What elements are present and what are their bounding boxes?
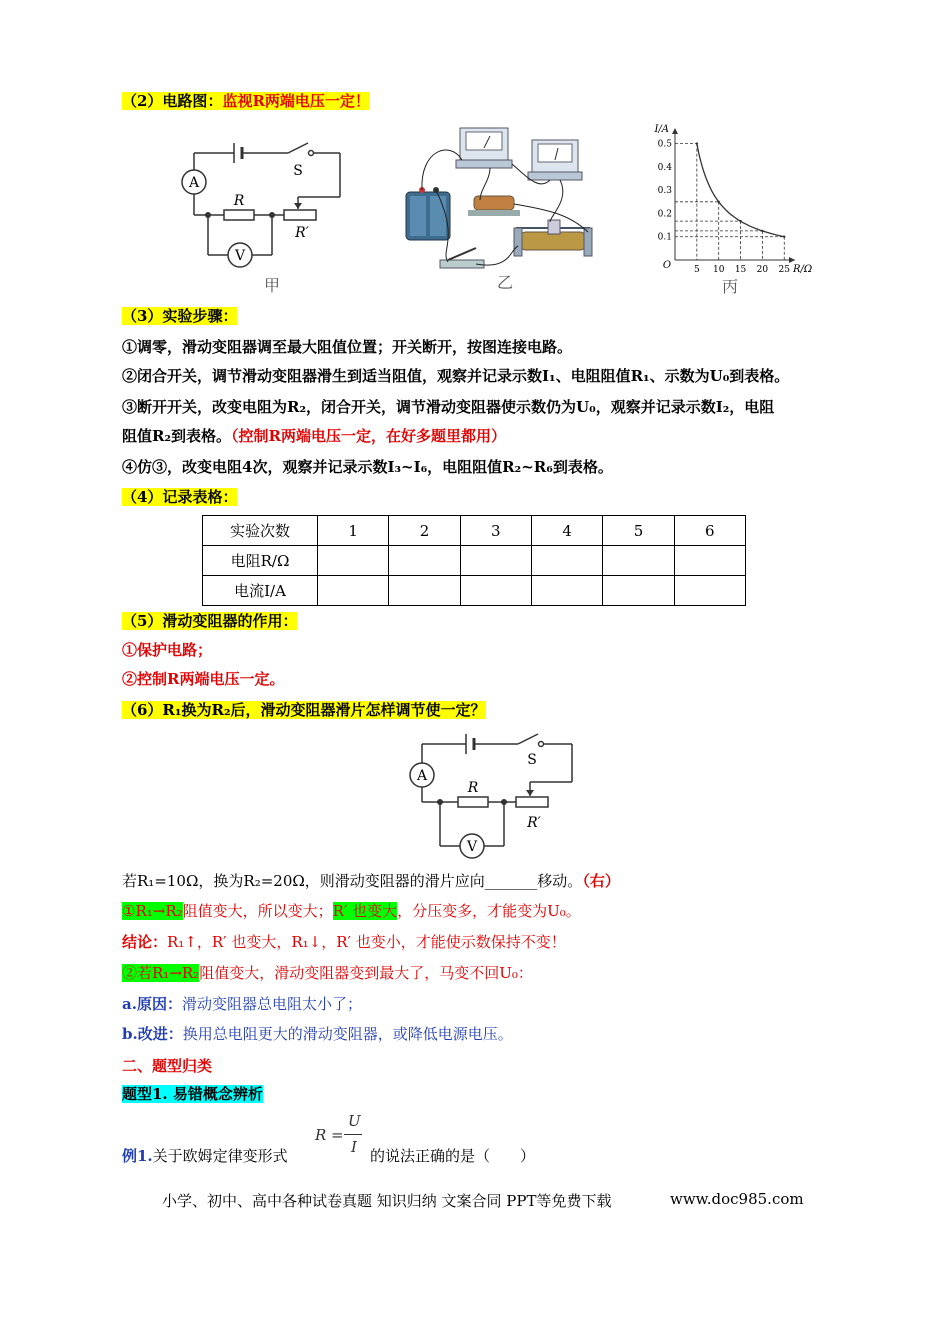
graph-y-tick-label: 0.4 [657,162,672,173]
graph-x-tick-label: 5 [693,265,700,275]
table-cell [674,546,745,576]
formula-lhs: R = [315,1126,344,1144]
resistor-device-icon [468,196,520,216]
battery-icon [406,187,450,240]
section5-heading [122,610,297,632]
table-header-row [203,516,746,546]
ir-graph-bing [654,120,813,298]
rheostat-label-2: R′ [527,815,541,831]
formula-numerator: U [348,1112,361,1130]
section2-heading [122,90,370,112]
step3-line2 [122,425,506,447]
table-cell [389,546,460,576]
explain1-text2: ，分压变多，才能变为U₀。 [397,902,581,920]
conclusion-text: R₁↑，R′ 也变大，R₁↓，R′ 也变小，才能使示数保持不变！ [167,933,566,951]
table-cell [318,576,389,606]
table-header-cell: 3 [460,516,531,546]
section2-note: 监视R两端电压一定！ [222,92,370,110]
circuit-diagram-jia [180,125,360,295]
graph-x-tick-label: 10 [712,265,725,275]
table-cell [389,576,460,606]
apparatus-illustration-yi [400,120,610,295]
example1-label: 例1. [122,1147,153,1165]
example1-text1: 关于欧姆定律变形式 [152,1147,288,1165]
switch-label-2: S [527,752,537,768]
explain2-highlight1: ②若 [122,964,153,982]
table-cell [531,546,602,576]
table-header-cell: 1 [318,516,389,546]
table-header-cell: 5 [603,516,674,546]
caption-jia: 甲 [263,276,281,295]
table-cell [603,576,674,606]
graph-x-tick-label: 20 [756,265,769,275]
ammeter-device-icon [456,128,512,168]
switch-label: S [293,163,303,179]
step3-text-a: ③断开开关，改变电阻为R₂，闭合开关，调节滑动变阻器使示数仍为U₀，观察并记录示数I₂，电阻 [122,398,775,416]
table-header-cell: 6 [674,516,745,546]
circuit-diagram-2 [400,728,580,863]
graph-origin: O [662,260,672,271]
improve-label: b.改进： [122,1025,183,1043]
graph-x-tick-label: 15 [734,265,747,275]
example1-line [122,1145,288,1167]
section5-item2: ②控制R两端电压一定。 [122,670,285,688]
improve-line [122,1023,513,1045]
section4-heading [122,486,237,508]
graph-x-tick-label: 25 [778,265,790,275]
rheostat-label: R′ [295,225,309,241]
question-answer: （右） [582,872,620,890]
section5-label: （5）滑动变阻器的作用： [122,612,298,630]
step3-note: （控制R两端电压一定，在好多题里都用） [231,427,507,445]
graph-x-label: R/Ω [793,264,813,275]
step4-text: ④仿③，改变电阻4次，观察并记录示数I₃~I₆，电阻阻值R₂~R₆到表格。 [122,458,613,476]
explain1-line [122,900,581,922]
reason-label: a.原因： [122,995,182,1013]
explain1-text1: 阻值变大，所以变大； [182,902,333,920]
graph-y-tick-label: 0.3 [657,186,672,197]
example1-text2: 的说法正确的是（ ） [370,1147,536,1165]
explain2-highlight2: R₁→R₂ [152,964,200,982]
caption-bing: 丙 [721,277,739,296]
section4-label: （4）记录表格： [122,488,238,506]
table-header-cell: 4 [531,516,602,546]
explain1-highlight1: ①R₁→R₂ [122,902,183,920]
step2-text: ②闭合开关，调节滑动变阻器滑生到适当阻值，观察并记录示数I₁、电阻阻值R₁、示数为U₀到表格。 [122,367,790,385]
section3-heading [122,305,237,327]
explain2-text: 阻值变大，滑动变阻器变到最大了，马变不回U₀： [199,964,533,982]
table-header-cell: 实验次数 [203,516,318,546]
reason-text: 滑动变阻器总电阻太小了； [181,995,362,1013]
ammeter-label: A [188,175,200,191]
type1-heading [122,1083,263,1105]
resistor-label: R [233,193,245,209]
type1-title: 题型1. 易错概念辨析 [122,1085,263,1103]
table-row [203,576,746,606]
question-text: 若R₁=10Ω，换为R₂=20Ω，则滑动变阻器的滑片应向_______移动。 [122,872,583,890]
table-cell [318,546,389,576]
section6-label: （6）R₁换为R₂后，滑动变阻器滑片怎样调节使一定？ [122,701,486,719]
section3-label: （3）实验步骤： [122,307,238,325]
improve-text: 换用总电阻更大的滑动变阻器，或降低电源电压。 [182,1025,513,1043]
resistor-label-2: R [467,780,479,796]
section6-heading [122,699,486,721]
table-cell [531,576,602,606]
footer-url[interactable]: www.doc985.com [670,1190,804,1208]
row-label-current: 电流I/A [203,576,318,606]
explain2-line [122,962,533,984]
formula-bar [344,1134,362,1135]
row-label-resistance: 电阻R/Ω [203,546,318,576]
conclusion-line [122,931,566,953]
graph-y-tick-label: 0.5 [657,139,672,150]
reason-line [122,993,362,1015]
ammeter-label-2: A [416,768,428,784]
question-line [122,870,620,892]
conclusion-label: 结论： [122,933,168,951]
y-axis-arrow-icon [672,128,678,134]
record-table [202,515,746,606]
voltmeter-label-2: V [466,839,478,855]
table-cell [674,576,745,606]
explain1-highlight2: R′ 也变大 [332,902,398,920]
formula-denominator: I [351,1138,357,1156]
table-cell [460,546,531,576]
graph-y-tick-label: 0.1 [657,232,672,243]
step1-text: ①调零，滑动变阻器调至最大阻值位置；开关断开，按图连接电路。 [122,338,573,356]
voltmeter-label: V [234,248,246,264]
graph-y-tick-label: 0.2 [657,209,672,220]
graph-y-label: I/A [654,124,669,135]
voltmeter-device-icon [528,140,582,180]
table-cell [603,546,674,576]
footer-text: 小学、初中、高中各种试卷真题 知识归纳 文案合同 PPT等免费下载 [162,1192,612,1210]
step3-text-b: 阻值R₂到表格。 [122,427,232,445]
table-header-cell: 2 [389,516,460,546]
part2-title: 二、题型归类 [122,1057,213,1075]
section5-item1: ①保护电路； [122,641,213,659]
table-cell [460,576,531,606]
caption-yi: 乙 [496,273,514,292]
x-axis-arrow-icon [789,257,795,263]
table-row [203,546,746,576]
section2-label: （2）电路图： [122,92,223,110]
graph-dashed-guides [675,142,785,260]
